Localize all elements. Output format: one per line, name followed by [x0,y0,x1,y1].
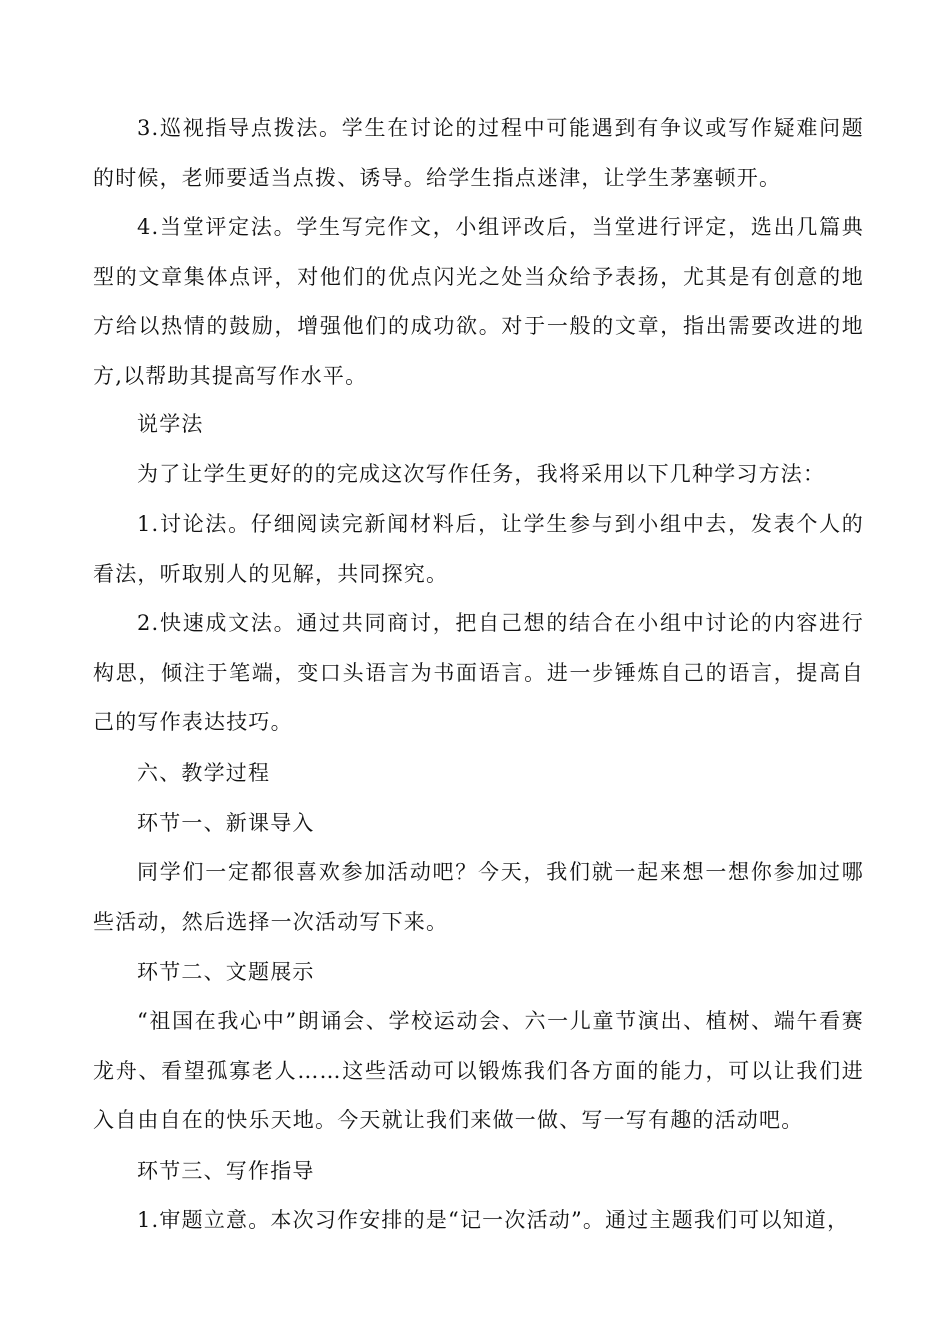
paragraph-quick-writing-method: 2.快速成文法。通过共同商讨，把自己想的结合在小组中讨论的内容进行构思，倾注于笔端，变口头语言为书面语言。进一步锤炼自己的语言，提高自己的写作表达技巧。 [93,611,864,734]
heading-step-three: 环节三、写作指导 [137,1159,315,1183]
paragraph-step-one-content: 同学们一定都很喜欢参加活动吧？今天，我们就一起来想一想你参加过哪些活动，然后选择一次活动写下来。 [93,860,864,934]
heading-step-two: 环节二、文题展示 [137,960,315,984]
paragraph-evaluation-method: 4.当堂评定法。学生写完作文，小组评改后，当堂进行评定，选出几篇典型的文章集体点评，对他们的优点闪光之处当众给予表扬，尤其是有创意的地方给以热情的鼓励，增强他们的成功欲。对于一般的文章，指出需要改进的地方,以帮助其提高写作水平。 [93,215,864,388]
paragraph-step-two-content: “祖国在我心中”朗诵会、学校运动会、六一儿童节演出、植树、端午看赛龙舟、看望孤寡老人……这些活动可以锻炼我们各方面的能力，可以让我们进入自由自在的快乐天地。今天就让我们来做一做、写一写有趣的活动吧。 [93,1009,864,1132]
paragraph-guidance-method: 3.巡视指导点拨法。学生在讨论的过程中可能遇到有争议或写作疑难问题的时候，老师要适当点拨、诱导。给学生指点迷津，让学生茅塞顿开。 [93,116,864,190]
paragraph-methods-intro: 为了让学生更好的的完成这次写作任务，我将采用以下几种学习方法： [137,462,826,486]
heading-learning-methods: 说学法 [137,412,204,436]
heading-teaching-process: 六、教学过程 [137,761,271,785]
paragraph-discussion-method: 1.讨论法。仔细阅读完新闻材料后，让学生参与到小组中去，发表个人的看法，听取别人的见解，共同探究。 [93,512,864,586]
heading-step-one: 环节一、新课导入 [137,811,315,835]
paragraph-step-three-content: 1.审题立意。本次习作安排的是“记一次活动”。通过主题我们可以知道， [137,1208,850,1232]
